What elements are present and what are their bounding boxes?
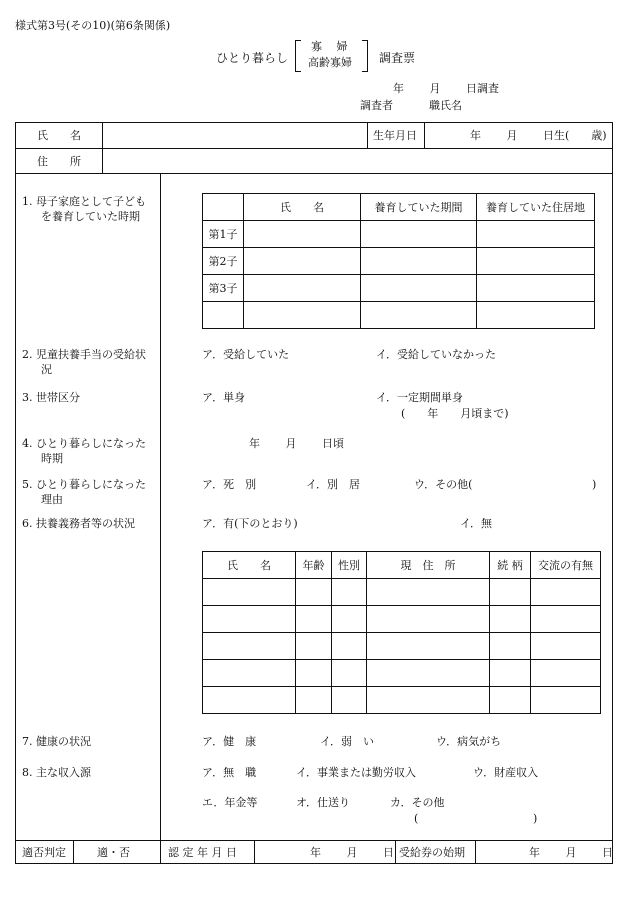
name-label: 氏 名: [37, 129, 81, 142]
table-row: [203, 687, 601, 714]
cell[interactable]: [477, 221, 595, 248]
address-label: 住 所: [37, 155, 81, 168]
judgement-value[interactable]: 適・否: [97, 846, 130, 859]
header-age: 年齢: [296, 552, 332, 579]
q2-label-line1: 2. 児童扶養手当の受給状: [22, 348, 146, 361]
cell[interactable]: [367, 633, 490, 660]
row-line: [15, 148, 613, 149]
form-id: 様式第3号(その10)(第6条関係): [15, 19, 171, 32]
cell[interactable]: [244, 248, 361, 275]
cell[interactable]: [332, 633, 367, 660]
cell[interactable]: [477, 248, 595, 275]
q8-option-d[interactable]: エ．年金等: [202, 796, 258, 809]
surveyor-label: 調査者: [360, 99, 393, 112]
birth-value: 年 月 日生( 歳): [470, 129, 607, 142]
start-value: 年 月 日: [529, 846, 613, 859]
q1-label-line1: 1. 母子家庭として子ども: [22, 195, 146, 208]
table-row: [203, 633, 601, 660]
q4-label-line2: 時期: [41, 452, 63, 465]
q8-option-f-close: ): [533, 812, 538, 825]
q5-option-a[interactable]: ア．死 別: [202, 478, 257, 491]
cell[interactable]: [361, 302, 477, 329]
q8-option-a[interactable]: ア．無 職: [202, 766, 257, 779]
q8-option-e[interactable]: オ．仕送り: [296, 796, 351, 809]
birth-label: 生年月日: [373, 129, 417, 142]
cell[interactable]: [203, 660, 296, 687]
cell[interactable]: [296, 687, 332, 714]
start-label: 受給券の始期: [399, 846, 465, 859]
cell[interactable]: [531, 579, 601, 606]
table-header-row: [203, 194, 595, 221]
cell[interactable]: [296, 579, 332, 606]
q5-label-line1: 5. ひとり暮らしになった: [22, 478, 146, 491]
cell[interactable]: [296, 633, 332, 660]
row-line: [15, 173, 613, 174]
cell[interactable]: [367, 606, 490, 633]
header-period: 養育していた期間: [361, 194, 477, 221]
table-row: [203, 660, 601, 687]
judgement-label: 適否判定: [22, 846, 66, 859]
q2-option-b[interactable]: イ．受給していなかった: [376, 348, 497, 361]
q3-option-b-detail: ( 年 月頃まで): [401, 407, 509, 420]
approval-date-value: 年 月 日: [310, 846, 394, 859]
cell[interactable]: [477, 302, 595, 329]
cell[interactable]: [361, 248, 477, 275]
row-label: 第3子: [203, 275, 244, 302]
cell[interactable]: [296, 660, 332, 687]
q3-label: 3. 世帯区分: [22, 391, 80, 404]
q1-label-line2: を養育していた時期: [41, 210, 140, 223]
q8-label: 8. 主な収入源: [22, 766, 91, 779]
row-line: [15, 840, 613, 841]
q5-label-line2: 理由: [41, 493, 63, 506]
col-line: [424, 122, 425, 148]
cell[interactable]: [531, 606, 601, 633]
col-line: [254, 840, 255, 864]
cell[interactable]: [367, 660, 490, 687]
cell[interactable]: [531, 633, 601, 660]
cell[interactable]: [361, 221, 477, 248]
cell[interactable]: [296, 606, 332, 633]
header-residence: 養育していた住居地: [477, 194, 595, 221]
cell[interactable]: [367, 579, 490, 606]
col-line: [475, 840, 476, 864]
q7-option-b[interactable]: イ．弱 い: [320, 735, 375, 748]
q3-option-b[interactable]: イ．一定期間単身: [376, 391, 464, 404]
q6-option-a[interactable]: ア．有(下のとおり): [202, 517, 298, 530]
table-row: [203, 606, 601, 633]
header-address: 現 住 所: [367, 552, 490, 579]
cell[interactable]: [490, 687, 531, 714]
header-relation: 続 柄: [490, 552, 531, 579]
q7-option-c[interactable]: ウ．病気がち: [436, 735, 502, 748]
header-name: 氏 名: [244, 194, 361, 221]
table-row: [203, 302, 595, 329]
q8-option-b[interactable]: イ．事業または勤労収入: [296, 766, 417, 779]
col-line: [160, 173, 161, 864]
q4-value: 年 月 日頃: [249, 437, 344, 450]
q5-option-b[interactable]: イ．別 居: [306, 478, 361, 491]
row-label: 第2子: [203, 248, 244, 275]
table-header-row: [203, 552, 601, 579]
row-label: 第1子: [203, 221, 244, 248]
cell[interactable]: [531, 660, 601, 687]
q6-option-b[interactable]: イ．無: [460, 517, 493, 530]
surveyor-title-label: 職氏名: [429, 99, 462, 112]
q8-option-f[interactable]: カ．その他: [390, 796, 445, 809]
q4-label-line1: 4. ひとり暮らしになった: [22, 437, 146, 450]
cell[interactable]: [490, 660, 531, 687]
cell[interactable]: [332, 579, 367, 606]
header-sex: 性別: [332, 552, 367, 579]
cell[interactable]: [244, 302, 361, 329]
col-line: [102, 122, 103, 173]
q3-option-a[interactable]: ア．単身: [202, 391, 246, 404]
q8-option-c[interactable]: ウ．財産収入: [473, 766, 539, 779]
cell[interactable]: [332, 687, 367, 714]
q7-label: 7. 健康の状況: [22, 735, 91, 748]
row-label: [203, 302, 244, 329]
cell[interactable]: [477, 275, 595, 302]
children-table: [202, 193, 595, 329]
col-line: [395, 840, 396, 864]
cell[interactable]: [244, 221, 361, 248]
col-line: [367, 122, 368, 148]
q2-option-a[interactable]: ア．受給していた: [202, 348, 290, 361]
title-suffix: 調査票: [379, 51, 416, 65]
cell[interactable]: [332, 606, 367, 633]
q8-option-f-open: (: [414, 812, 419, 825]
header-blank: [203, 194, 244, 221]
q7-option-a[interactable]: ア．健 康: [202, 735, 257, 748]
cell[interactable]: [490, 606, 531, 633]
header-name: 氏 名: [203, 552, 296, 579]
col-line: [73, 840, 74, 864]
cell[interactable]: [203, 633, 296, 660]
table-row: [203, 579, 601, 606]
q2-label-line2: 況: [41, 363, 52, 376]
cell[interactable]: [531, 687, 601, 714]
left-bracket: [295, 40, 301, 72]
table-row: [203, 221, 595, 248]
cell[interactable]: [203, 579, 296, 606]
cell[interactable]: [203, 606, 296, 633]
q5-option-c[interactable]: ウ．その他(: [414, 478, 473, 491]
cell[interactable]: [367, 687, 490, 714]
q5-option-c-close: ): [592, 478, 597, 491]
approval-date-label: 認 定 年 月 日: [168, 846, 237, 859]
cell[interactable]: [490, 579, 531, 606]
right-bracket: [362, 40, 368, 72]
table-row: [203, 275, 595, 302]
cell[interactable]: [332, 660, 367, 687]
cell[interactable]: [203, 687, 296, 714]
header-contact: 交流の有無: [531, 552, 601, 579]
cell[interactable]: [244, 275, 361, 302]
survey-date: 年 月 日調査: [393, 82, 499, 95]
title-prefix: ひとり暮らし: [216, 51, 289, 65]
cell[interactable]: [361, 275, 477, 302]
cell[interactable]: [490, 633, 531, 660]
title-option-elderly-widow: 高齢寡婦: [308, 56, 352, 69]
title-option-widow: 寡 婦: [311, 40, 348, 53]
q6-label: 6. 扶養義務者等の状況: [22, 517, 135, 530]
dependents-table: [202, 551, 601, 714]
table-row: [203, 248, 595, 275]
